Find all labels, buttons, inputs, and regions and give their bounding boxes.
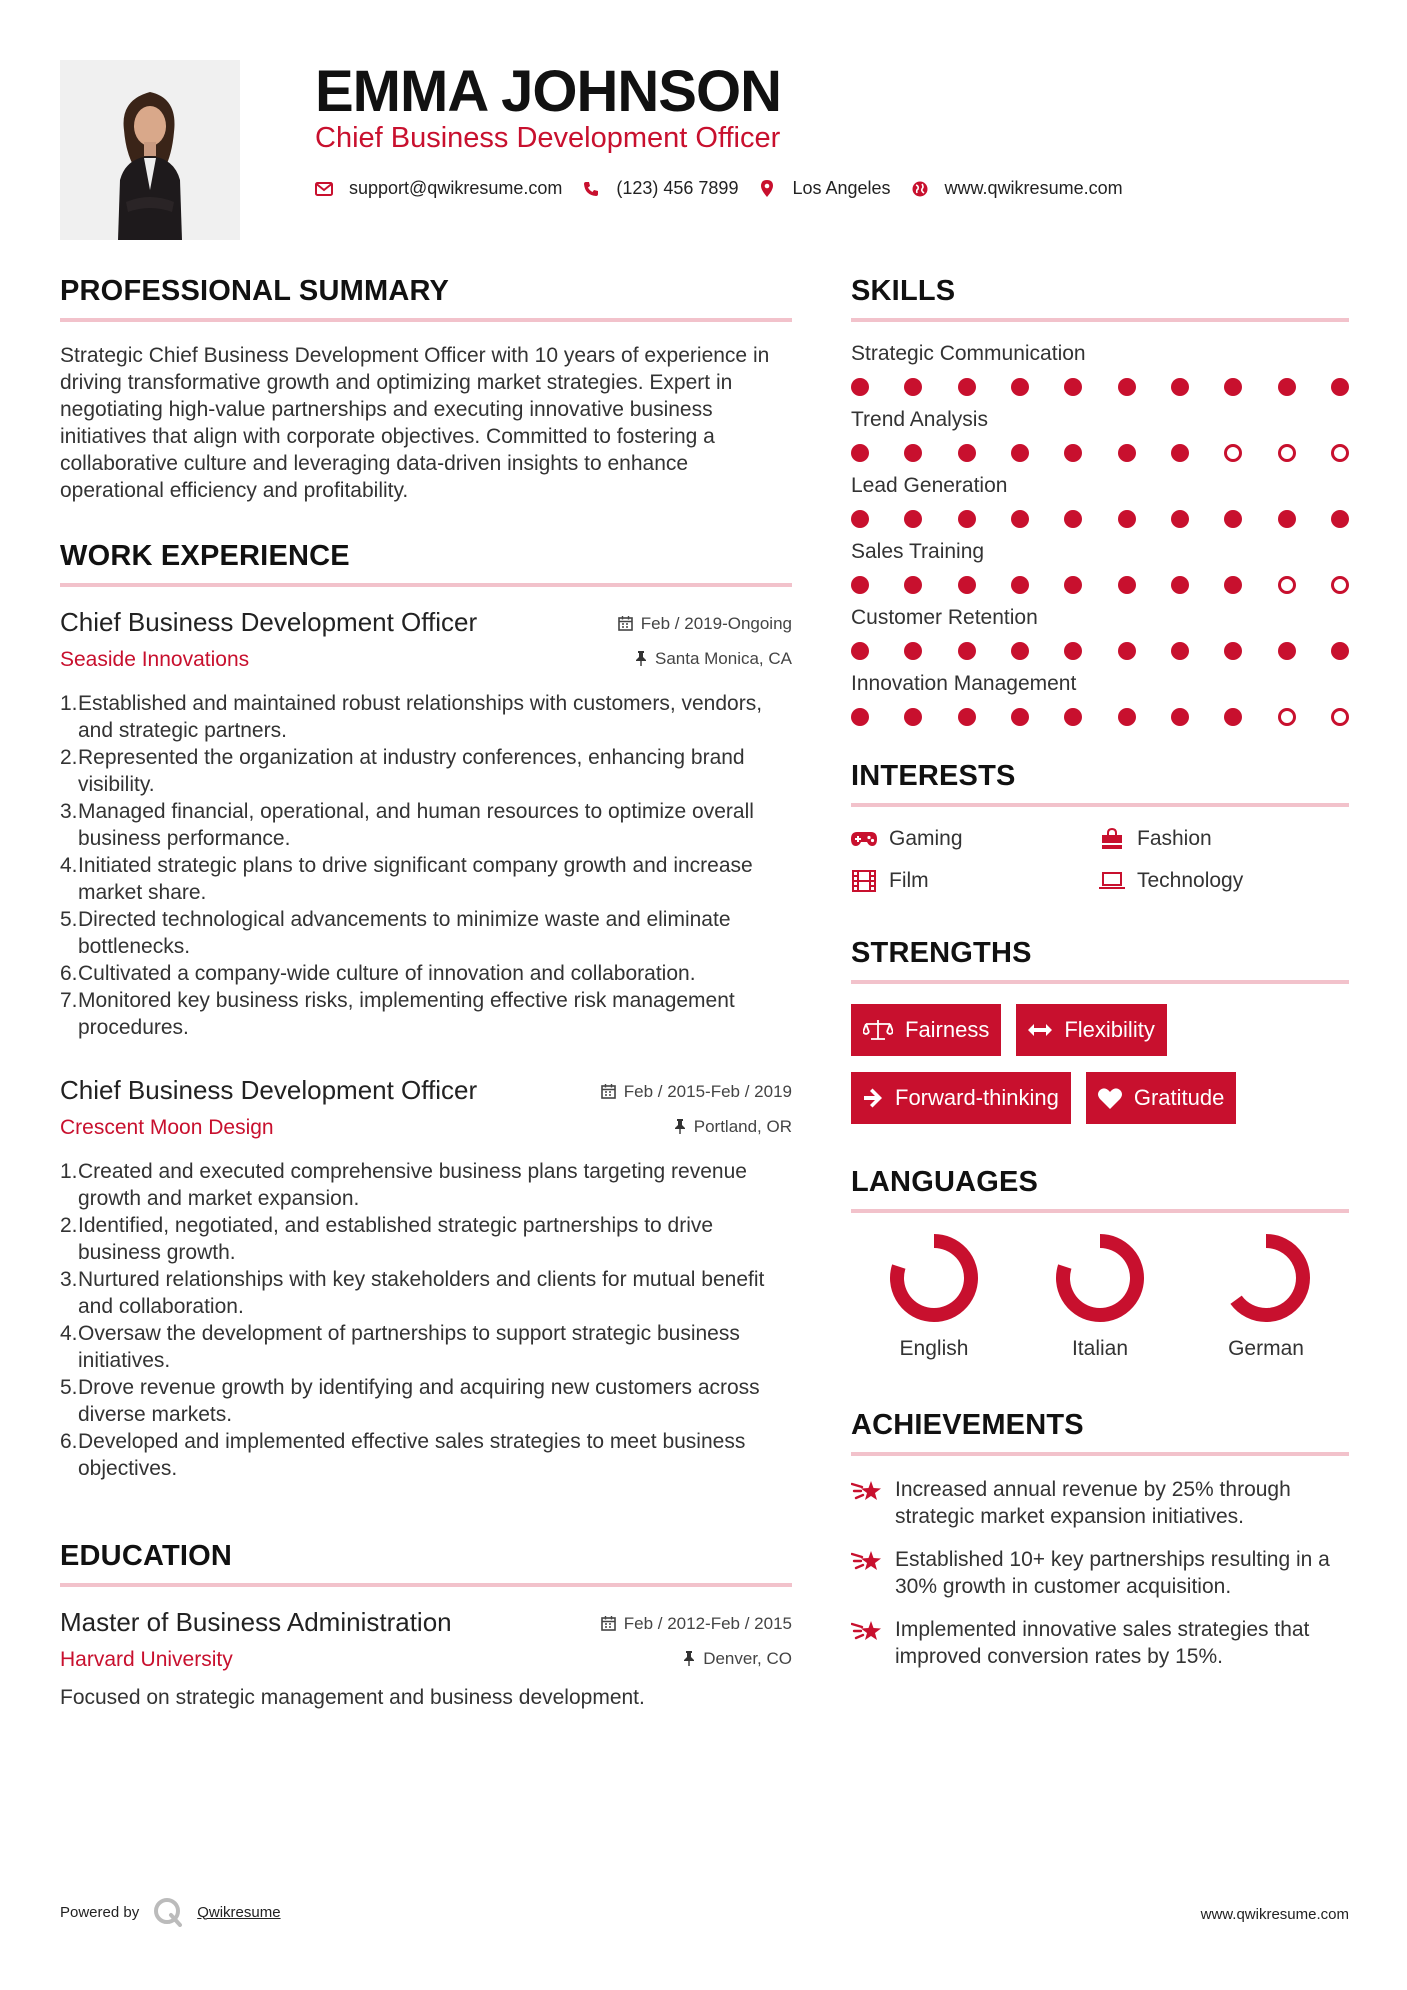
- rating-dot-filled: [1171, 576, 1189, 594]
- rating-dot-filled: [1171, 510, 1189, 528]
- achievement-item: [851, 1476, 1349, 1530]
- rating-dot-filled: [851, 576, 869, 594]
- education-location-text: Denver, CO: [703, 1648, 792, 1668]
- rating-dot-filled: [1278, 378, 1296, 396]
- job-entry: [60, 607, 792, 1041]
- rating-dot-filled: [1118, 444, 1136, 462]
- languages-list: [851, 1233, 1349, 1361]
- rating-dot-filled: [904, 510, 922, 528]
- calendar-icon: [601, 1084, 616, 1099]
- skill-item: [851, 408, 1349, 462]
- list-item: 2. Represented the organization at industry conferences, enhancing brand visibility.: [60, 746, 745, 796]
- left-column: [60, 275, 792, 1741]
- rating-dot-filled: [1171, 708, 1189, 726]
- rating-dot-filled: [958, 642, 976, 660]
- achievement-item: [851, 1616, 1349, 1670]
- location-text: Los Angeles: [792, 178, 891, 198]
- education-date-text: Feb / 2012-Feb / 2015: [623, 1613, 792, 1633]
- rating-dot-filled: [958, 576, 976, 594]
- strength-tag: [851, 1004, 1001, 1056]
- rating-dot-filled: [1011, 642, 1029, 660]
- envelope-icon: [315, 180, 333, 198]
- education-description: Focused on strategic management and business development.: [60, 1686, 645, 1709]
- list-item: 3. Managed financial, operational, and human resources to optimize overall business performance.: [60, 800, 754, 850]
- list-item: 5. Drove revenue growth by identifying and acquiring new customers across diverse markets.: [60, 1376, 760, 1426]
- skill-name: Trend Analysis: [851, 408, 988, 431]
- job-location-text: Santa Monica, CA: [654, 648, 792, 668]
- calendar-icon: [601, 1616, 616, 1631]
- skill-name: Innovation Management: [851, 672, 1077, 695]
- skill-item: [851, 672, 1349, 726]
- rating-dot-filled: [904, 642, 922, 660]
- languages-heading: LANGUAGES: [851, 1166, 1349, 1213]
- shooting-star-icon: [851, 1476, 895, 1530]
- strength-label: Gratitude: [1133, 1085, 1225, 1110]
- balance-scale-icon: [863, 1019, 893, 1041]
- skill-item: [851, 606, 1349, 660]
- strength-tag: [1016, 1004, 1166, 1056]
- list-item: 1. Established and maintained robust relationships with customers, vendors, and strategic partners.: [60, 692, 763, 742]
- heart-icon: [1098, 1088, 1122, 1109]
- company-name: Seaside Innovations: [60, 648, 250, 671]
- strength-tag: [1086, 1072, 1237, 1124]
- rating-dot-filled: [1171, 444, 1189, 462]
- achievement-item: [851, 1546, 1349, 1600]
- skill-rating: [851, 576, 1349, 594]
- rating-dot-filled: [1331, 642, 1349, 660]
- rating-dot-filled: [1064, 708, 1082, 726]
- language-progress-ring: [1055, 1233, 1145, 1323]
- arrows-horizontal-icon: [1028, 1024, 1052, 1036]
- list-item: 5. Directed technological advancements to minimize waste and eliminate bottlenecks.: [60, 908, 731, 958]
- skill-rating: [851, 444, 1349, 462]
- map-pin-icon: [758, 180, 776, 198]
- rating-dot-filled: [1064, 576, 1082, 594]
- skill-rating: [851, 642, 1349, 660]
- rating-dot-filled: [851, 378, 869, 396]
- rating-dot-filled: [1224, 576, 1242, 594]
- strengths-tags: [851, 1004, 1349, 1124]
- interest-gaming: [851, 827, 1099, 851]
- rating-dot-filled: [904, 708, 922, 726]
- rating-dot-filled: [1224, 642, 1242, 660]
- rating-dot-filled: [851, 444, 869, 462]
- candidate-name: EMMA JOHNSON: [315, 59, 781, 124]
- degree-title: Master of Business Administration: [60, 1607, 452, 1637]
- language-name: Italian: [1071, 1337, 1129, 1360]
- pushpin-icon: [674, 1119, 686, 1134]
- interest-label: Gaming: [889, 827, 963, 850]
- interest-fashion: [1099, 827, 1347, 851]
- rating-dot-filled: [1011, 444, 1029, 462]
- contact-website[interactable]: [911, 178, 1123, 199]
- list-item: 4. Oversaw the development of partnerships to support strategic business initiatives.: [60, 1322, 740, 1372]
- job-location-text: Portland, OR: [693, 1116, 792, 1136]
- shopping-bag-icon: [1099, 828, 1125, 850]
- skill-name: Lead Generation: [851, 474, 1008, 497]
- work-heading: WORK EXPERIENCE: [60, 540, 792, 587]
- rating-dot-empty: [1278, 708, 1296, 726]
- summary-heading: PROFESSIONAL SUMMARY: [60, 275, 792, 322]
- rating-dot-filled: [1118, 510, 1136, 528]
- achievement-text: Established 10+ key partnerships resulting in a 30% growth in customer acquisition.: [895, 1548, 1330, 1598]
- interest-film: [851, 869, 1099, 893]
- list-item: 1. Created and executed comprehensive business plans targeting revenue growth and market expansion.: [60, 1160, 747, 1210]
- rating-dot-filled: [1331, 378, 1349, 396]
- strength-tag: [851, 1072, 1071, 1124]
- skill-item: [851, 342, 1349, 396]
- rating-dot-filled: [1011, 708, 1029, 726]
- rating-dot-filled: [904, 576, 922, 594]
- rating-dot-filled: [1118, 576, 1136, 594]
- interests-grid: [851, 827, 1349, 893]
- language-progress-arc: [1063, 1241, 1137, 1315]
- company-name: Crescent Moon Design: [60, 1116, 274, 1139]
- rating-dot-filled: [904, 378, 922, 396]
- rating-dot-filled: [1171, 378, 1189, 396]
- arrow-right-icon: [863, 1088, 883, 1108]
- language-item: [1017, 1233, 1183, 1361]
- phone-icon: [582, 180, 600, 198]
- achievement-text: Implemented innovative sales strategies that improved conversion rates by 15%.: [895, 1618, 1310, 1668]
- rating-dot-filled: [851, 510, 869, 528]
- skill-item: [851, 540, 1349, 594]
- rating-dot-filled: [1064, 444, 1082, 462]
- list-item: 6. Developed and implemented effective sales strategies to meet business objectives.: [60, 1430, 746, 1480]
- right-column: [851, 275, 1349, 1686]
- rating-dot-filled: [1011, 576, 1029, 594]
- skill-rating: [851, 708, 1349, 726]
- skill-item: [851, 474, 1349, 528]
- film-icon: [851, 870, 877, 892]
- rating-dot-empty: [1224, 444, 1242, 462]
- skills-list: [851, 342, 1349, 726]
- interest-technology: [1099, 869, 1347, 893]
- rating-dot-filled: [851, 642, 869, 660]
- job-date-text: Feb / 2019-Ongoing: [640, 613, 792, 633]
- skill-rating: [851, 378, 1349, 396]
- laptop-icon: [1099, 870, 1125, 892]
- education-heading: EDUCATION: [60, 1540, 792, 1587]
- rating-dot-empty: [1278, 576, 1296, 594]
- candidate-title: Chief Business Development Officer: [315, 122, 781, 154]
- qwikresume-logo-icon: [153, 1897, 183, 1927]
- skills-heading: SKILLS: [851, 275, 1349, 322]
- rating-dot-filled: [1011, 378, 1029, 396]
- rating-dot-filled: [958, 708, 976, 726]
- strength-label: Flexibility: [1064, 1017, 1155, 1042]
- rating-dot-empty: [1331, 444, 1349, 462]
- rating-dot-filled: [958, 510, 976, 528]
- contact-email[interactable]: [315, 178, 562, 199]
- summary-text: Strategic Chief Business Development Officer with 10 years of experience in driving transformative growth and optimizing market strategies. Expert in negotiating high-value partnerships and executing innovative business initiatives that align with corporate objectives. Committed to fostering a collaborative culture and leveraging data-driven insights to enhance operational efficiency and profitability.: [60, 344, 770, 502]
- job-responsibilities: [60, 1158, 792, 1482]
- contact-phone[interactable]: [582, 178, 738, 199]
- phone-text: (123) 456 7899: [616, 178, 739, 198]
- interest-label: Fashion: [1137, 827, 1212, 850]
- gamepad-icon: [851, 828, 877, 850]
- language-progress-ring: [1221, 1233, 1311, 1323]
- strength-label: Forward-thinking: [895, 1085, 1059, 1110]
- skill-name: Strategic Communication: [851, 342, 1086, 365]
- language-progress-arc: [1236, 1241, 1303, 1315]
- rating-dot-empty: [1278, 444, 1296, 462]
- profile-photo: [60, 60, 240, 240]
- contact-location: [758, 178, 890, 199]
- language-name: English: [899, 1337, 969, 1360]
- rating-dot-filled: [1278, 510, 1296, 528]
- rating-dot-filled: [1224, 708, 1242, 726]
- rating-dot-filled: [904, 444, 922, 462]
- language-item: [851, 1233, 1017, 1361]
- interest-label: Technology: [1137, 869, 1244, 892]
- rating-dot-filled: [1331, 510, 1349, 528]
- contact-bar: [315, 178, 1143, 199]
- education-location: [683, 1649, 792, 1669]
- interest-label: Film: [889, 869, 929, 892]
- education-date: [601, 1614, 792, 1634]
- achievements-list: [851, 1476, 1349, 1670]
- skill-rating: [851, 510, 1349, 528]
- skill-name: Sales Training: [851, 540, 985, 563]
- rating-dot-filled: [851, 708, 869, 726]
- list-item: 7. Monitored key business risks, implementing effective risk management procedures.: [60, 989, 735, 1039]
- achievements-heading: ACHIEVEMENTS: [851, 1409, 1349, 1456]
- pushpin-icon: [683, 1651, 695, 1666]
- footer-website[interactable]: www.qwikresume.com: [1200, 1906, 1349, 1923]
- list-item: 3. Nurtured relationships with key stakeholders and clients for mutual benefit and collaboration.: [60, 1268, 765, 1318]
- rating-dot-filled: [1224, 378, 1242, 396]
- job-title: Chief Business Development Officer: [60, 1075, 478, 1105]
- language-item: [1183, 1233, 1349, 1361]
- footer-powered-by: [60, 1897, 281, 1927]
- rating-dot-filled: [1011, 510, 1029, 528]
- list-item: 4. Initiated strategic plans to drive significant company growth and increase market share.: [60, 854, 753, 904]
- rating-dot-filled: [1118, 378, 1136, 396]
- shooting-star-icon: [851, 1616, 895, 1670]
- list-item: 6. Cultivated a company-wide culture of innovation and collaboration.: [60, 962, 696, 985]
- shooting-star-icon: [851, 1546, 895, 1600]
- powered-by-text: Powered by: [60, 1903, 140, 1921]
- rating-dot-empty: [1331, 576, 1349, 594]
- language-progress-arc: [897, 1241, 971, 1315]
- achievement-text: Increased annual revenue by 25% through strategic market expansion initiatives.: [895, 1478, 1291, 1528]
- rating-dot-filled: [1064, 510, 1082, 528]
- rating-dot-filled: [1118, 708, 1136, 726]
- strengths-heading: STRENGTHS: [851, 937, 1349, 984]
- rating-dot-filled: [958, 378, 976, 396]
- calendar-icon: [618, 616, 633, 631]
- job-title: Chief Business Development Officer: [60, 607, 478, 637]
- email-text: support@qwikresume.com: [349, 178, 563, 198]
- school-name: Harvard University: [60, 1648, 233, 1671]
- rating-dot-filled: [958, 444, 976, 462]
- job-location: [674, 1117, 792, 1137]
- job-responsibilities: [60, 690, 792, 1041]
- job-date: [601, 1082, 792, 1102]
- globe-icon: [911, 180, 929, 198]
- language-name: German: [1228, 1337, 1304, 1360]
- job-date-text: Feb / 2015-Feb / 2019: [623, 1081, 792, 1101]
- strength-label: Fairness: [905, 1017, 990, 1042]
- list-item: 2. Identified, negotiated, and established strategic partnerships to drive business growth.: [60, 1214, 714, 1264]
- rating-dot-filled: [1064, 378, 1082, 396]
- rating-dot-empty: [1331, 708, 1349, 726]
- job-date: [618, 614, 792, 634]
- job-location: [635, 649, 792, 669]
- rating-dot-filled: [1118, 642, 1136, 660]
- pushpin-icon: [635, 651, 647, 666]
- language-progress-ring: [889, 1233, 979, 1323]
- rating-dot-filled: [1224, 510, 1242, 528]
- rating-dot-filled: [1064, 642, 1082, 660]
- rating-dot-filled: [1171, 642, 1189, 660]
- person-silhouette-icon: [60, 60, 240, 240]
- website-text: www.qwikresume.com: [944, 178, 1123, 198]
- education-entry: [60, 1607, 792, 1711]
- skill-name: Customer Retention: [851, 606, 1038, 629]
- job-entry: [60, 1075, 792, 1482]
- brand-link[interactable]: Qwikresume: [197, 1903, 281, 1921]
- rating-dot-filled: [1278, 642, 1296, 660]
- interests-heading: INTERESTS: [851, 760, 1349, 807]
